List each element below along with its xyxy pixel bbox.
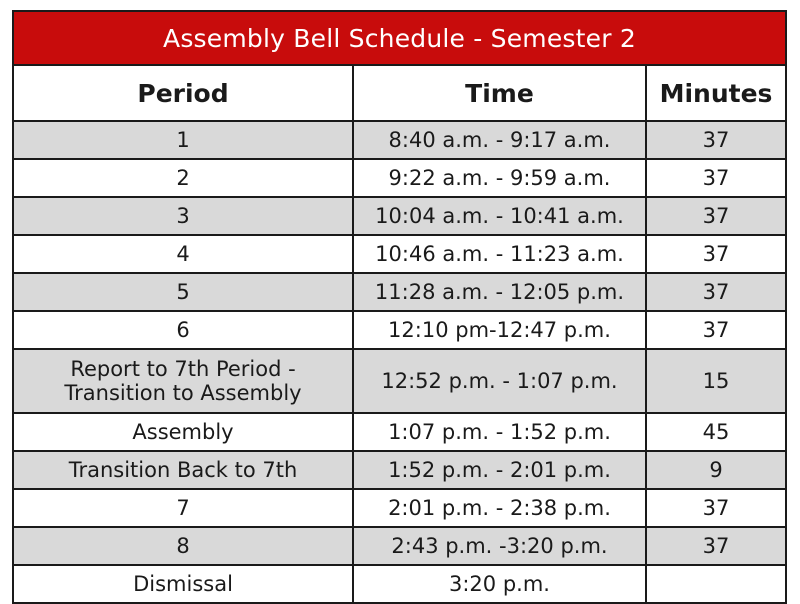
column-header-row <box>13 65 786 121</box>
table-row <box>13 413 786 451</box>
schedule-title: Assembly Bell Schedule - Semester 2 <box>13 11 786 65</box>
cell-time: 2:43 p.m. -3:20 p.m. <box>353 527 646 565</box>
table-row <box>13 197 786 235</box>
cell-time: 9:22 a.m. - 9:59 a.m. <box>353 159 646 197</box>
cell-minutes: 15 <box>646 349 786 413</box>
cell-time: 2:01 p.m. - 2:38 p.m. <box>353 489 646 527</box>
cell-time: 10:04 a.m. - 10:41 a.m. <box>353 197 646 235</box>
column-header-minutes: Minutes <box>646 65 786 121</box>
cell-time: 1:07 p.m. - 1:52 p.m. <box>353 413 646 451</box>
table-row <box>13 489 786 527</box>
cell-minutes: 37 <box>646 235 786 273</box>
cell-minutes: 37 <box>646 121 786 159</box>
cell-period: Dismissal <box>13 565 353 603</box>
cell-time: 8:40 a.m. - 9:17 a.m. <box>353 121 646 159</box>
cell-minutes: 37 <box>646 489 786 527</box>
table-row <box>13 349 786 413</box>
cell-period-line1: Report to 7th Period - <box>70 356 296 381</box>
table-row <box>13 527 786 565</box>
cell-period: 8 <box>13 527 353 565</box>
table-row <box>13 235 786 273</box>
cell-minutes: 37 <box>646 527 786 565</box>
schedule-title-row <box>13 11 786 65</box>
schedule-container <box>12 10 785 604</box>
cell-period: 6 <box>13 311 353 349</box>
cell-minutes: 37 <box>646 311 786 349</box>
cell-time: 1:52 p.m. - 2:01 p.m. <box>353 451 646 489</box>
table-row <box>13 565 786 603</box>
cell-period: 4 <box>13 235 353 273</box>
bell-schedule-table <box>12 10 787 604</box>
column-header-time: Time <box>353 65 646 121</box>
cell-minutes: 45 <box>646 413 786 451</box>
cell-period: 3 <box>13 197 353 235</box>
cell-time: 11:28 a.m. - 12:05 p.m. <box>353 273 646 311</box>
cell-minutes: 9 <box>646 451 786 489</box>
cell-minutes: 37 <box>646 159 786 197</box>
cell-time: 12:10 pm-12:47 p.m. <box>353 311 646 349</box>
cell-period <box>13 349 353 413</box>
cell-period: 2 <box>13 159 353 197</box>
table-row <box>13 311 786 349</box>
cell-minutes: 37 <box>646 197 786 235</box>
cell-period: 7 <box>13 489 353 527</box>
cell-period: 5 <box>13 273 353 311</box>
cell-minutes <box>646 565 786 603</box>
table-row <box>13 159 786 197</box>
table-row <box>13 451 786 489</box>
table-row <box>13 273 786 311</box>
cell-period: Transition Back to 7th <box>13 451 353 489</box>
column-header-period: Period <box>13 65 353 121</box>
cell-period: 1 <box>13 121 353 159</box>
cell-time: 12:52 p.m. - 1:07 p.m. <box>353 349 646 413</box>
cell-time: 3:20 p.m. <box>353 565 646 603</box>
cell-minutes: 37 <box>646 273 786 311</box>
cell-period-line2: Transition to Assembly <box>64 381 302 405</box>
cell-time: 10:46 a.m. - 11:23 a.m. <box>353 235 646 273</box>
cell-period: Assembly <box>13 413 353 451</box>
table-row <box>13 121 786 159</box>
